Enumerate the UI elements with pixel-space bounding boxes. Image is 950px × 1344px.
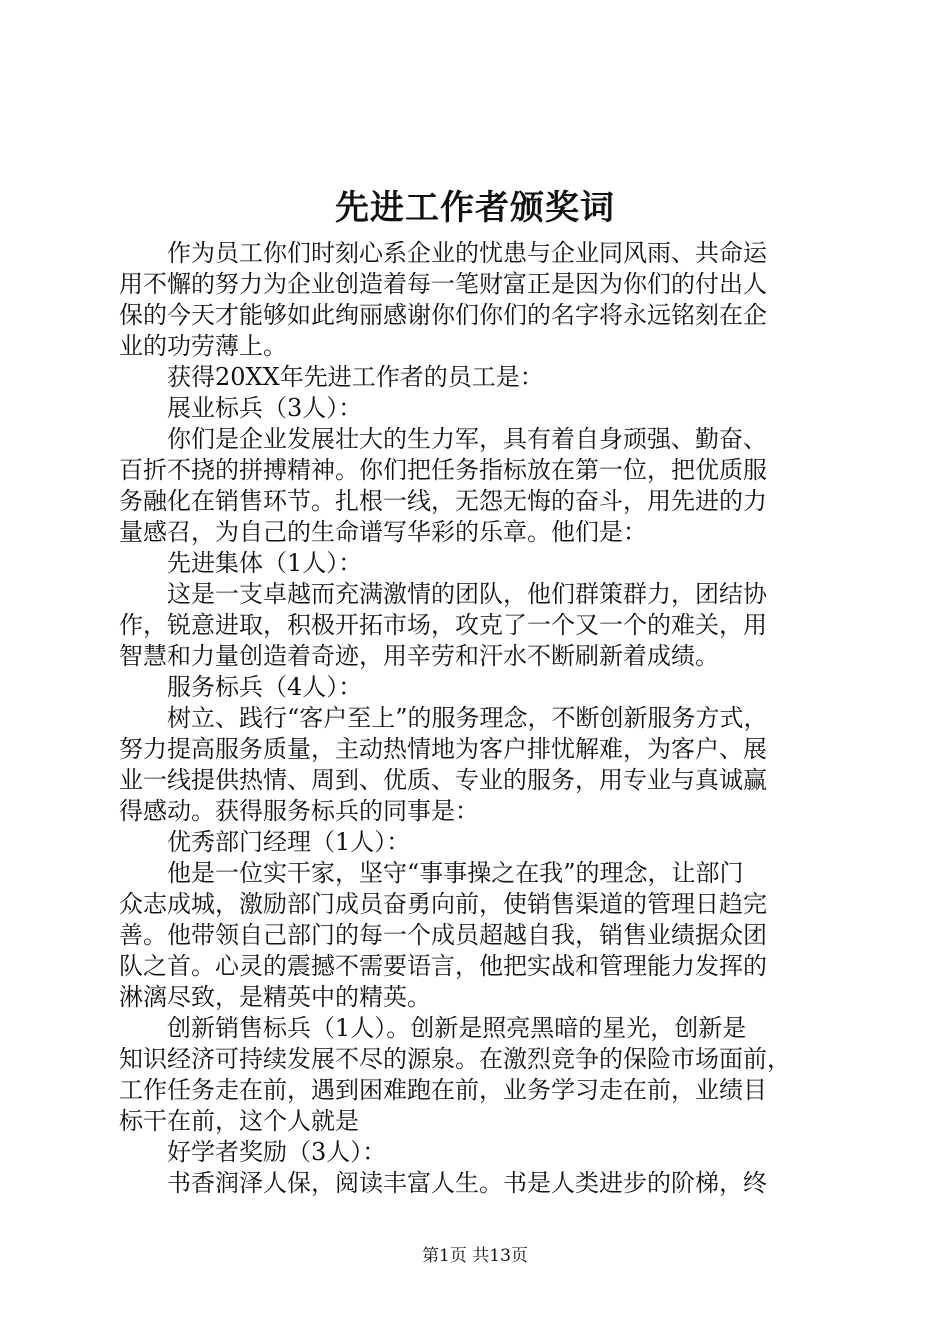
body-text-line: 优秀部门经理（1人）： [119, 828, 411, 856]
body-text-line: 量感召，为自己的生命谱写华彩的乐章。他们是： [119, 518, 647, 546]
body-text-line: 服务标兵（4人）： [119, 673, 363, 701]
body-text-line: 保的今天才能够如此绚丽感谢你们你们的名字将永远铭刻在企 [119, 301, 767, 329]
document-title: 先进工作者颁奖词 [335, 188, 615, 228]
body-text-line: 努力提高服务质量，主动热情地为客户排忧解难，为客户、展 [119, 735, 767, 763]
body-text-line: 他是一位实干家，坚守“事事操之在我”的理念，让部门 [119, 859, 744, 887]
body-text-line: 队之首。心灵的震撼不需要语言，他把实战和管理能力发挥的 [119, 952, 767, 980]
body-text-line: 作，锐意进取，积极开拓市场，攻克了一个又一个的难关，用 [119, 611, 767, 639]
body-text-line: 用不懈的努力为企业创造着每一笔财富正是因为你们的付出人 [119, 270, 767, 298]
body-text-line: 创新销售标兵（1人）。创新是照亮黑暗的星光，创新是 [119, 1014, 747, 1042]
body-text-line: 知识经济可持续发展不尽的源泉。在激烈竞争的保险市场面前， [119, 1045, 791, 1073]
body-text-line: 先进集体（1人）： [119, 549, 363, 577]
body-text-line: 淋漓尽致，是精英中的精英。 [119, 983, 431, 1011]
body-text-line: 善。他带领自己部门的每一个成员超越自我，销售业绩据众团 [119, 921, 767, 949]
body-text-line: 树立、践行“客户至上”的服务理念，不断创新服务方式， [119, 704, 768, 732]
body-text-line: 百折不挠的拼搏精神。你们把任务指标放在第一位，把优质服 [119, 456, 767, 484]
body-text-line: 获得20XX年先进工作者的员工是： [119, 363, 544, 391]
body-text-line: 业的功劳薄上。 [119, 332, 287, 360]
body-text-line: 务融化在销售环节。扎根一线，无怨无悔的奋斗，用先进的力 [119, 487, 767, 515]
body-text-line: 智慧和力量创造着奇迹，用辛劳和汗水不断刷新着成绩。 [119, 642, 719, 670]
body-text-line: 工作任务走在前，遇到困难跑在前，业务学习走在前，业绩目 [119, 1076, 767, 1104]
body-text-line: 好学者奖励（3人）： [119, 1138, 387, 1166]
document-body [119, 238, 839, 1199]
body-text-line: 书香润泽人保，阅读丰富人生。书是人类进步的阶梯，终 [119, 1169, 767, 1197]
body-text-line: 作为员工你们时刻心系企业的忧患与企业同风雨、共命运 [119, 239, 767, 267]
body-text-line: 得感动。获得服务标兵的同事是： [119, 797, 479, 825]
page-footer: 第1页 共13页 [422, 1246, 528, 1266]
body-text-line: 你们是企业发展壮大的生力军，具有着自身顽强、勤奋、 [119, 425, 767, 453]
body-text-line: 展业标兵（3人）： [119, 394, 363, 422]
body-text-line: 业一线提供热情、周到、优质、专业的服务，用专业与真诚赢 [119, 766, 767, 794]
body-text-line: 众志成城，激励部门成员奋勇向前，使销售渠道的管理日趋完 [119, 890, 767, 918]
body-text-line: 标干在前，这个人就是 [119, 1107, 359, 1135]
body-text-line: 这是一支卓越而充满激情的团队，他们群策群力，团结协 [119, 580, 767, 608]
